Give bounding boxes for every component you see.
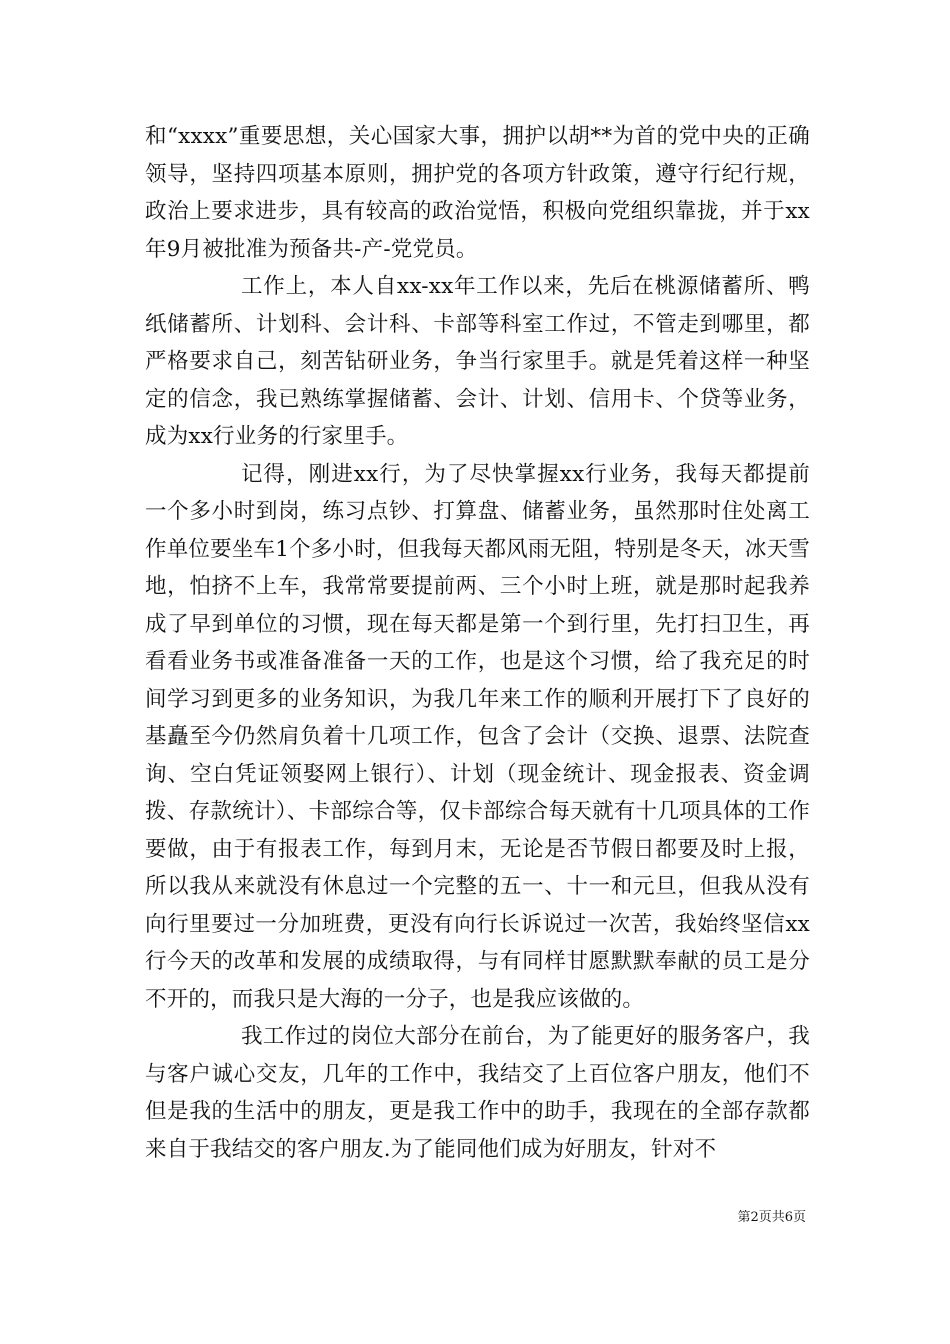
paragraph-clients: 我工作过的岗位大部分在前台，为了能更好的服务客户，我与客户诚心交友，几年的工作中，我结交了上百位客户朋友，他们不但是我的生活中的朋友，更是我工作中的助手，我现在的全部存款都来自于我结交的客户朋友.为了能同他们成为好朋友，针对不	[145, 1024, 810, 1162]
paragraph-continued: 和“xxxx”重要思想，关心国家大事，拥护以胡**为首的党中央的正确领导，坚持四项基本原则，拥护党的各项方针政策，遵守行纪行规，政治上要求进步，具有较高的政治觉悟，积极向党组织靠拢，并于xx年9月被批准为预备共-产-党党员。	[145, 124, 810, 262]
paragraph-work: 工作上，本人自xx-xx年工作以来，先后在桃源储蓄所、鸭纸储蓄所、计划科、会计科、卡部等科室工作过，不管走到哪里，都严格要求自己，刻苦钻研业务，争当行家里手。就是凭着这样一种坚定的信念，我已熟练掌握储蓄、会计、计划、信用卡、个贷等业务，成为xx行业务的行家里手。	[145, 274, 810, 449]
paragraph-memory: 记得，刚进xx行，为了尽快掌握xx行业务，我每天都提前一个多小时到岗，练习点钞、打算盘、储蓄业务，虽然那时住处离工作单位要坐车1个多小时，但我每天都风雨无阻，特别是冬天，冰天雪地，怕挤不上车，我常常要提前两、三个小时上班，就是那时起我养成了早到单位的习惯，现在每天都是第一个到行里，先打扫卫生，再看看业务书或准备准备一天的工作，也是这个习惯，给了我充足的时间学习到更多的业务知识，为我几年来工作的顺利开展打下了良好的基矗至今仍然肩负着十几项工作，包含了会计（交换、退票、法院查询、空白凭证领娶网上银行）、计划（现金统计、现金报表、资金调拨、存款统计）、卡部综合等，仅卡部综合每天就有十几项具体的工作要做，由于有报表工作，每到月末，无论是否节假日都要及时上报，所以我从来就没有休息过一个完整的五一、十一和元旦，但我从没有向行里要过一分加班费，更没有向行长诉说过一次苦，我始终坚信xx行今天的改革和发展的成绩取得，与有同样甘愿默默奉献的员工是分不开的，而我只是大海的一分子，也是我应该做的。	[145, 461, 810, 1012]
document-page	[145, 118, 810, 1168]
page-number: 第2页共6页	[737, 1210, 806, 1225]
page-footer	[0, 1208, 950, 1228]
